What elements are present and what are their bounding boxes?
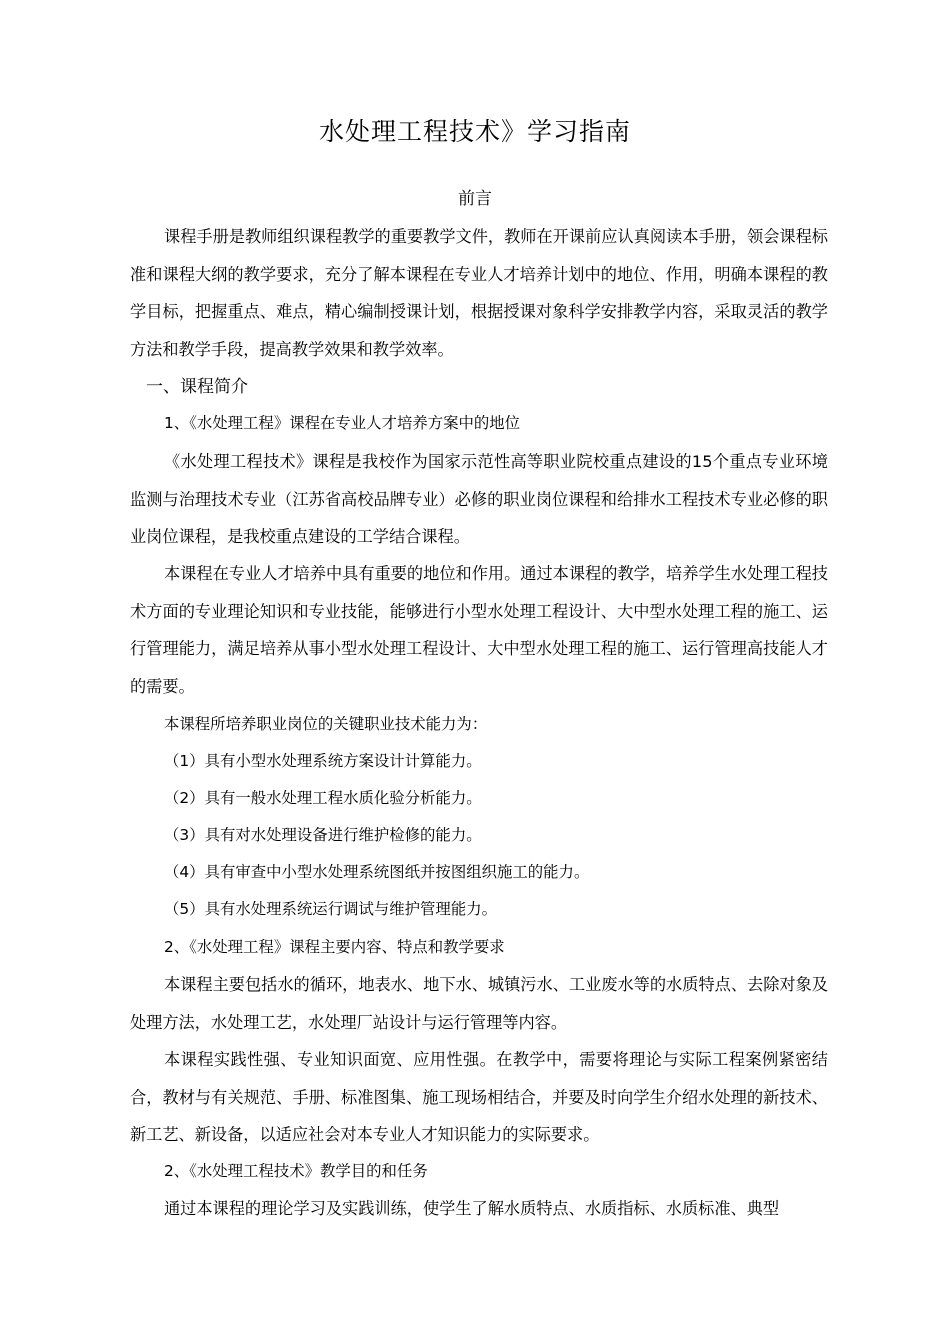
- paragraph: 通过本课程的理论学习及实践训练，使学生了解水质特点、水质指标、水质标准、典型: [164, 1199, 780, 1218]
- subsection-2-heading: 2、《水处理工程》课程主要内容、特点和教学要求: [164, 938, 505, 956]
- paragraph: 本课程主要包括水的循环，地表水、地下水、城镇污水、工业废水等的水质特点、去除对象及处理方法，水处理工艺，水处理厂站设计与运行管理等内容。: [130, 975, 828, 1032]
- section-1-heading: 一、课程简介: [146, 377, 248, 397]
- preface-heading: 前言: [458, 189, 492, 209]
- subsection-3-heading: 2、《水处理工程技术》教学目的和任务: [164, 1162, 428, 1180]
- ability-item: （4）具有审查中小型水处理系统图纸并按图组织施工的能力。: [164, 863, 590, 881]
- ability-item: （1）具有小型水处理系统方案设计计算能力。: [164, 752, 482, 770]
- ability-item: （3）具有对水处理设备进行维护检修的能力。: [164, 826, 482, 844]
- document-title: 水处理工程技术》学习指南: [318, 117, 631, 146]
- preface-paragraph: 课程手册是教师组织课程教学的重要教学文件，教师在开课前应认真阅读本手册，领会课程标准和课程大纲的教学要求，充分了解本课程在专业人才培养计划中的地位、作用，明确本课程的教学目标，把握重点、难点，精心编制授课计划，根据授课对象科学安排教学内容，采取灵活的教学方法和教学手段，提高教学效果和教学效率。: [130, 227, 828, 359]
- paragraph: 本课程所培养职业岗位的关键职业技术能力为：: [164, 715, 488, 733]
- paragraph: 《水处理工程技术》课程是我校作为国家示范性高等职业院校重点建设的15个重点专业环境监测与治理技术专业（江苏省高校品牌专业）必修的职业岗位课程和给排水工程技术专业必修的职业岗位课程，是我校重点建设的工学结合课程。: [130, 452, 828, 546]
- subsection-1-heading: 1、《水处理工程》课程在专业人才培养方案中的地位: [164, 414, 521, 432]
- ability-item: （2）具有一般水处理工程水质化验分析能力。: [164, 789, 482, 807]
- ability-item: （5）具有水处理系统运行调试与维护管理能力。: [164, 900, 497, 918]
- paragraph: 本课程在专业人才培养中具有重要的地位和作用。通过本课程的教学，培养学生水处理工程技术方面的专业理论知识和专业技能，能够进行小型水处理工程设计、大中型水处理工程的施工、运行管理能力，满足培养从事小型水处理工程设计、大中型水处理工程的施工、运行管理高技能人才的需要。: [130, 564, 828, 696]
- paragraph: 本课程实践性强、专业知识面宽、应用性强。在教学中，需要将理论与实际工程案例紧密结合，教材与有关规范、手册、标准图集、施工现场相结合，并要及时向学生介绍水处理的新技术、新工艺、新设备，以适应社会对本专业人才知识能力的实际要求。: [130, 1050, 828, 1144]
